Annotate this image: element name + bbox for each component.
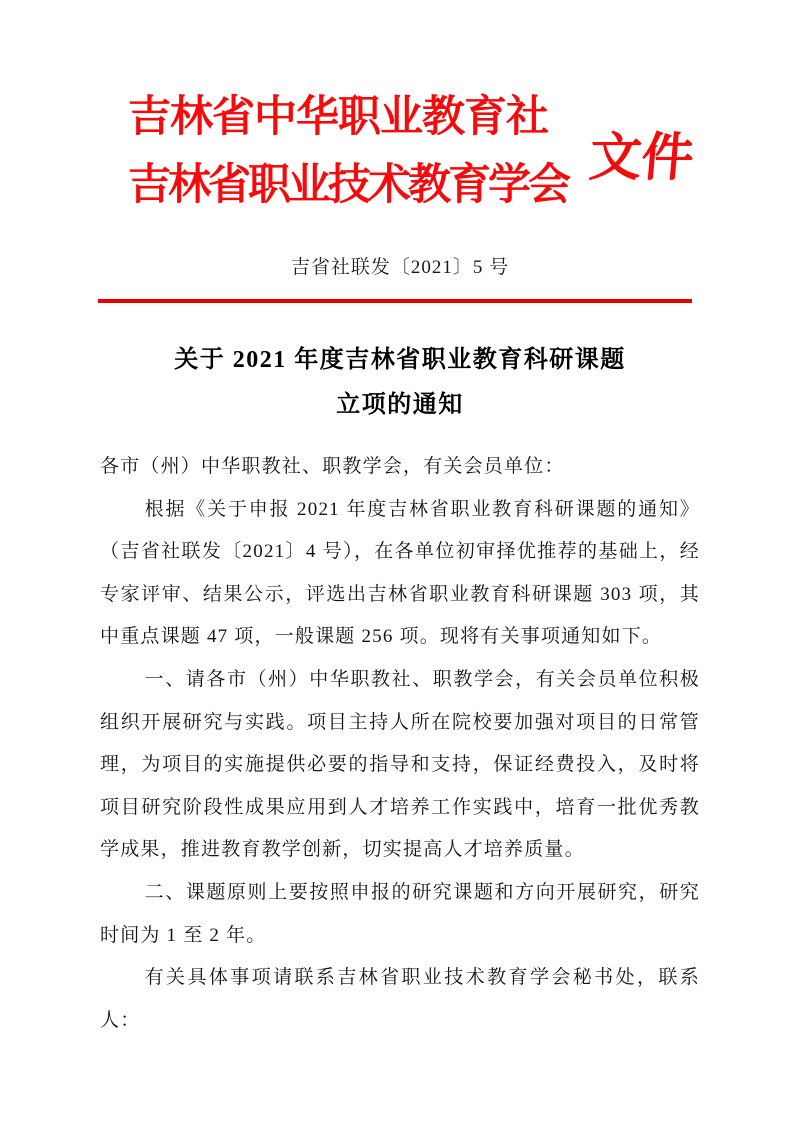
- issuing-org-names: [128, 84, 568, 220]
- doc-type-label: 文件: [586, 129, 696, 187]
- document-body: [100, 446, 700, 1042]
- body-paragraph-3: 二、课题原则上要按照申报的研究课题和方向开展研究，研究时间为 1 至 2 年。: [100, 881, 700, 946]
- letterhead: [128, 84, 740, 220]
- title-line1: 关于 2021 年度吉林省职业教育科研课题: [174, 347, 626, 373]
- org-name-line1: 吉林省中华职业教育社: [128, 94, 548, 141]
- document-title: [0, 338, 800, 428]
- body-paragraph-4: 有关具体事项请联系吉林省职业技术教育学会秘书处，联系人：: [100, 967, 700, 1031]
- title-line2: 立项的通知: [336, 392, 464, 418]
- body-paragraph-2: 一、请各市（州）中华职教社、职教学会，有关会员单位积极组织开展研究与实践。项目主持人所在院校要加强对项目的日常管理，为项目的实施提供必要的指导和支持，保证经费投入，及时将项目研究阶段性成果应用到人才培养工作实践中，培育一批优秀教学成果，推进教育教学创新，切实提高人才培养质量。: [100, 668, 700, 861]
- doc-number: 吉省社联发〔2021〕5 号: [290, 257, 510, 278]
- body-paragraph-1: 根据《关于申报 2021 年度吉林省职业教育科研课题的通知》（吉省社联发〔2021〕4 号），在各单位初审择优推荐的基础上，经专家评审、结果公示，评选出吉林省职业教育科研课题 303 项，其中重点课题 47 项，一般课题 256 项。现将有关事项通知如下。: [100, 498, 700, 648]
- org-name-line2: 吉林省职业技术教育学会: [128, 162, 568, 209]
- salutation-line: 各市（州）中华职教社、职教学会，有关会员单位：: [100, 456, 565, 477]
- red-divider-line: [98, 299, 692, 303]
